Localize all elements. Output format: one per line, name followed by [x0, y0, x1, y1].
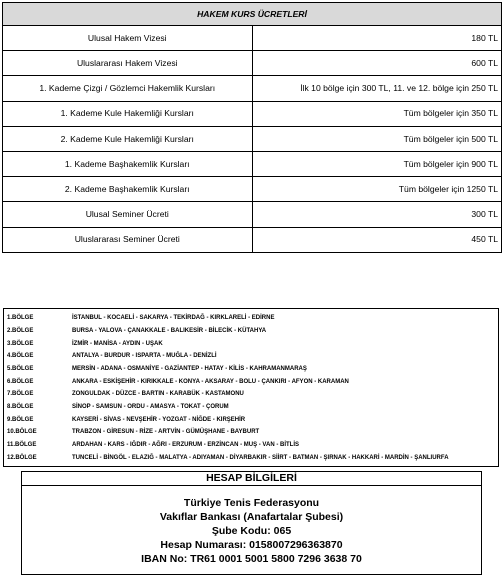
- region-row: [4, 376, 498, 388]
- region-label: 9.BÖLGE: [7, 416, 34, 423]
- fee-name: Uluslararası Seminer Ücreti: [3, 227, 253, 252]
- region-cities: ARDAHAN - KARS - IĞDIR - AĞRI - ERZURUM - ERZİNCAN - MUŞ - VAN - BİTLİS: [72, 442, 299, 449]
- region-label: 11.BÖLGE: [7, 442, 37, 449]
- fee-row: [3, 202, 502, 227]
- fee-name: Ulusal Hakem Vizesi: [3, 26, 253, 51]
- region-row: [4, 325, 498, 337]
- fee-table-title: HAKEM KURS ÜCRETLERİ: [3, 3, 502, 26]
- region-label: 2.BÖLGE: [7, 327, 34, 334]
- region-cities: ANKARA - ESKİŞEHİR - KIRIKKALE - KONYA - AKSARAY - BOLU - ÇANKIRI - AFYON - KARAMAN: [72, 378, 349, 385]
- region-label: 8.BÖLGE: [7, 404, 34, 411]
- region-row: [4, 439, 498, 451]
- region-label: 6.BÖLGE: [7, 378, 34, 385]
- fee-name: 2. Kademe Kule Hakemliği Kursları: [3, 126, 253, 151]
- fee-row: [3, 227, 502, 252]
- fee-price: Tüm bölgeler için 900 TL: [252, 151, 502, 176]
- region-row: [4, 363, 498, 375]
- region-cities: TRABZON - GİRESUN - RİZE - ARTVİN - GÜMÜŞHANE - BAYBURT: [72, 429, 260, 436]
- region-cities: MERSİN - ADANA - OSMANİYE - GAZİANTEP - HATAY - KİLİS - KAHRAMANMARAŞ: [72, 365, 307, 372]
- region-row: [4, 452, 498, 464]
- region-row: [4, 337, 498, 349]
- fee-name: Uluslararası Hakem Vizesi: [3, 51, 253, 76]
- fee-name: Ulusal Seminer Ücreti: [3, 202, 253, 227]
- fee-row: [3, 151, 502, 176]
- fee-name: 1. Kademe Kule Hakemliği Kursları: [3, 101, 253, 126]
- region-row: [4, 350, 498, 362]
- fee-price: Tüm bölgeler için 500 TL: [252, 126, 502, 151]
- region-list: [3, 308, 499, 467]
- fee-name: 1. Kademe Başhakemlik Kursları: [3, 151, 253, 176]
- region-cities: ANTALYA - BURDUR - ISPARTA - MUĞLA - DENİZLİ: [72, 353, 217, 360]
- fee-table-header: [3, 3, 502, 26]
- region-row: [4, 414, 498, 426]
- region-label: 7.BÖLGE: [7, 391, 34, 398]
- region-label: 3.BÖLGE: [7, 340, 34, 347]
- fee-row: [3, 76, 502, 101]
- fee-row: [3, 126, 502, 151]
- region-label: 1.BÖLGE: [7, 315, 34, 322]
- fee-row: [3, 177, 502, 202]
- fee-row: [3, 26, 502, 51]
- region-label: 12.BÖLGE: [7, 454, 37, 461]
- region-row: [4, 312, 498, 324]
- bank-info-title: HESAP BİLGİLERİ: [22, 472, 481, 486]
- region-cities: TUNCELİ - BİNGÖL - ELAZIĞ - MALATYA - ADIYAMAN - DİYARBAKIR - SİİRT - BATMAN - ŞIRNAK - HAKKARİ - MARDİN - ŞANLIURFA: [72, 454, 449, 461]
- region-label: 10.BÖLGE: [7, 429, 37, 436]
- fee-row: [3, 51, 502, 76]
- fee-price: 450 TL: [252, 227, 502, 252]
- bank-account-number: Hesap Numarası: 0158007296363870: [160, 539, 343, 551]
- region-cities: SİNOP - SAMSUN - ORDU - AMASYA - TOKAT - ÇORUM: [72, 404, 229, 411]
- fee-price: 300 TL: [252, 202, 502, 227]
- region-cities: İSTANBUL - KOCAELİ - SAKARYA - TEKİRDAĞ - KIRKLARELİ - EDİRNE: [72, 315, 275, 322]
- region-cities: KAYSERİ - SİVAS - NEVŞEHİR - YOZGAT - NİĞDE - KIRŞEHİR: [72, 416, 246, 423]
- fee-price: İlk 10 bölge için 300 TL, 11. ve 12. bölge için 250 TL: [252, 76, 502, 101]
- region-label: 4.BÖLGE: [7, 353, 34, 360]
- bank-name: Vakıflar Bankası (Anafartalar Şubesi): [159, 511, 344, 523]
- region-row: [4, 401, 498, 413]
- region-row: [4, 426, 498, 438]
- fee-name: 1. Kademe Çizgi / Gözlemci Hakemlik Kursları: [3, 76, 253, 101]
- bank-account-holder: Türkiye Tenis Federasyonu: [183, 497, 320, 509]
- fee-row: [3, 101, 502, 126]
- fee-price: Tüm bölgeler için 1250 TL: [252, 177, 502, 202]
- region-row: [4, 388, 498, 400]
- bank-info: [21, 471, 482, 575]
- region-cities: BURSA - YALOVA - ÇANAKKALE - BALIKESİR - BİLECİK - KÜTAHYA: [72, 327, 267, 334]
- region-label: 5.BÖLGE: [7, 365, 34, 372]
- bank-branch-code: Şube Kodu: 065: [211, 525, 292, 537]
- fee-price: 180 TL: [252, 26, 502, 51]
- region-cities: İZMİR - MANİSA - AYDIN - UŞAK: [72, 340, 163, 347]
- fee-price: 600 TL: [252, 51, 502, 76]
- fee-price: Tüm bölgeler için 350 TL: [252, 101, 502, 126]
- region-cities: ZONGULDAK - DÜZCE - BARTIN - KARABÜK - KASTAMONU: [72, 391, 244, 398]
- fee-table: [2, 2, 502, 253]
- bank-iban: IBAN No: TR61 0001 5001 5800 7296 3638 70: [141, 553, 362, 565]
- fee-name: 2. Kademe Başhakemlik Kursları: [3, 177, 253, 202]
